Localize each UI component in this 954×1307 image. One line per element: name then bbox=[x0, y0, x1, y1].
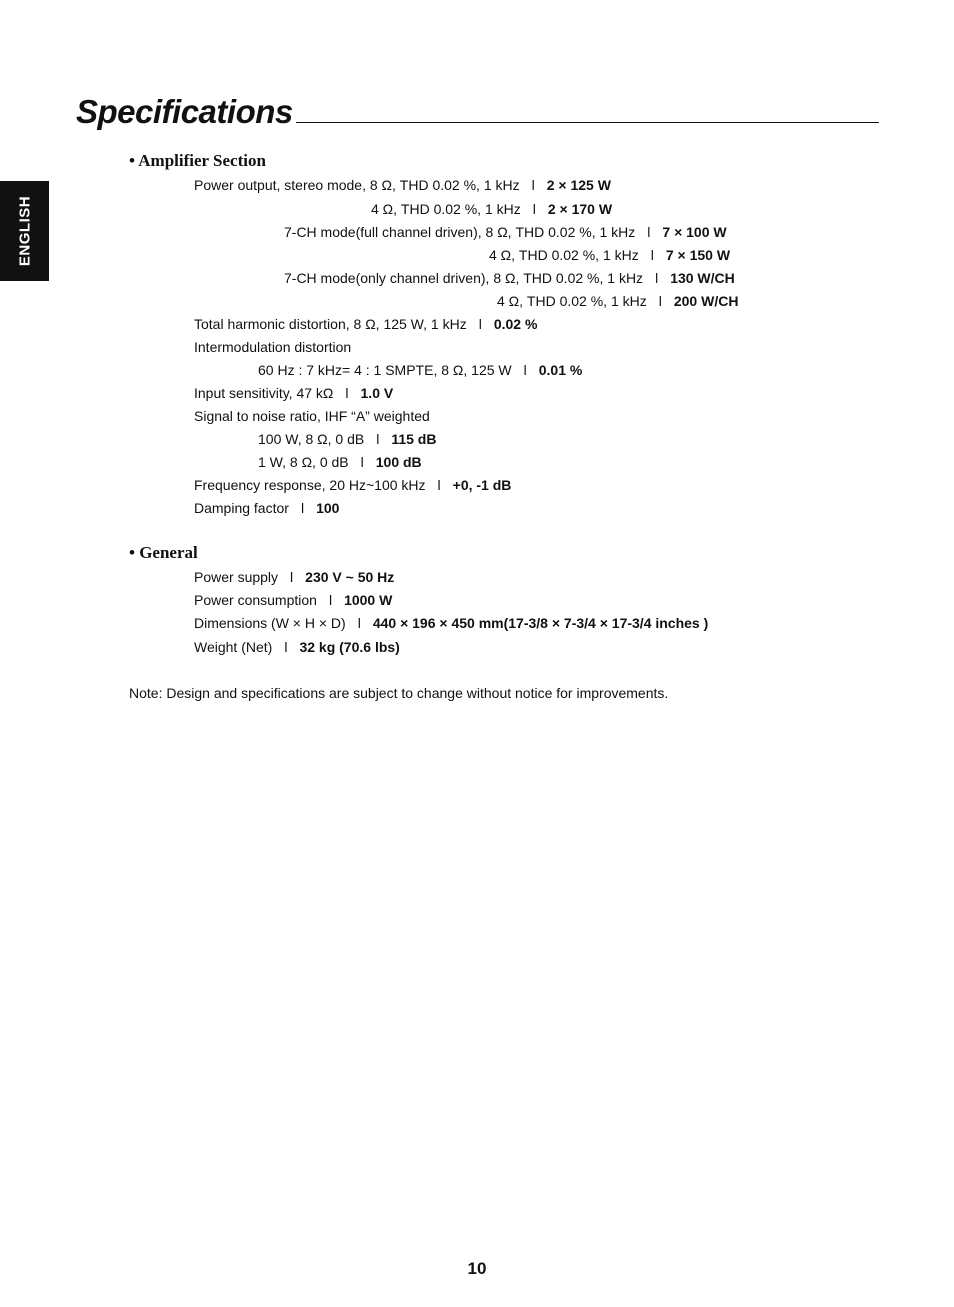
spec-separator: l bbox=[658, 293, 662, 309]
spec-label: Input sensitivity, 47 kΩ bbox=[194, 385, 334, 401]
spec-row bbox=[194, 176, 611, 194]
spec-separator: l bbox=[357, 615, 361, 631]
spec-label: 100 W, 8 Ω, 0 dB bbox=[258, 431, 365, 447]
spec-separator: l bbox=[647, 224, 651, 240]
spec-label: Intermodulation distortion bbox=[194, 339, 352, 355]
spec-separator: l bbox=[531, 177, 535, 193]
spec-separator: l bbox=[360, 454, 364, 470]
spec-value: 2 × 125 W bbox=[546, 177, 611, 193]
spec-value: 0.02 % bbox=[493, 316, 538, 332]
spec-label: 4 Ω, THD 0.02 %, 1 kHz bbox=[497, 293, 647, 309]
spec-row bbox=[284, 269, 735, 287]
title-rule bbox=[296, 122, 879, 123]
spec-separator: l bbox=[376, 431, 380, 447]
spec-label: Signal to noise ratio, IHF “A” weighted bbox=[194, 408, 430, 424]
spec-value: 1.0 V bbox=[360, 385, 394, 401]
general-section-heading: • General bbox=[129, 543, 198, 562]
spec-value: 115 dB bbox=[391, 431, 437, 447]
page-number: 10 bbox=[467, 1259, 487, 1278]
footnote: Note: Design and specifications are subject to change without notice for improvements. bbox=[129, 685, 669, 701]
language-tab-label: ENGLISH bbox=[16, 195, 33, 267]
spec-label: Total harmonic distortion, 8 Ω, 125 W, 1 kHz bbox=[194, 316, 467, 332]
spec-label: 1 W, 8 Ω, 0 dB bbox=[258, 454, 349, 470]
spec-row bbox=[194, 568, 394, 586]
page-title: Specifications bbox=[76, 93, 293, 130]
spec-label: 60 Hz : 7 kHz= 4 : 1 SMPTE, 8 Ω, 125 W bbox=[258, 362, 512, 378]
spec-separator: l bbox=[345, 385, 349, 401]
spec-row bbox=[194, 407, 430, 425]
spec-label: Damping factor bbox=[194, 500, 289, 516]
spec-value: 1000 W bbox=[344, 592, 393, 608]
spec-value: 2 × 170 W bbox=[547, 201, 613, 217]
spec-row bbox=[497, 292, 738, 310]
spec-separator: l bbox=[523, 362, 527, 378]
spec-row bbox=[194, 476, 511, 494]
spec-separator: l bbox=[284, 639, 288, 655]
spec-row bbox=[284, 223, 727, 241]
spec-row bbox=[194, 384, 393, 402]
spec-value: 7 × 100 W bbox=[662, 224, 727, 240]
spec-label: Power consumption bbox=[194, 592, 317, 608]
spec-row bbox=[194, 338, 351, 356]
spec-value: 130 W/CH bbox=[670, 270, 735, 286]
spec-label: 7-CH mode(only channel driven), 8 Ω, THD 0.02 %, 1 kHz bbox=[284, 270, 644, 286]
spec-separator: l bbox=[300, 500, 305, 516]
spec-row bbox=[258, 453, 422, 471]
spec-row bbox=[258, 430, 436, 448]
spec-value: +0, -1 dB bbox=[452, 477, 512, 493]
spec-row bbox=[194, 591, 392, 609]
spec-separator: l bbox=[655, 270, 659, 286]
spec-value: 100 bbox=[316, 500, 340, 516]
spec-separator: l bbox=[532, 201, 536, 217]
spec-separator: l bbox=[290, 569, 294, 585]
spec-value: 0.01 % bbox=[538, 362, 583, 378]
spec-row bbox=[489, 246, 730, 264]
spec-value: 200 W/CH bbox=[673, 293, 739, 309]
spec-value: 32 kg (70.6 lbs) bbox=[299, 639, 400, 655]
language-tab bbox=[0, 181, 49, 281]
spec-label: 4 Ω, THD 0.02 %, 1 kHz bbox=[371, 201, 521, 217]
spec-separator: l bbox=[650, 247, 654, 263]
spec-label: 4 Ω, THD 0.02 %, 1 kHz bbox=[489, 247, 639, 263]
spec-label: 7-CH mode(full channel driven), 8 Ω, THD 0.02 %, 1 kHz bbox=[284, 224, 636, 240]
spec-value: 440 × 196 × 450 mm(17-3/8 × 7-3/4 × 17-3/4 inches ) bbox=[372, 615, 709, 631]
spec-value: 100 dB bbox=[375, 454, 422, 470]
spec-separator: l bbox=[328, 592, 333, 608]
spec-label: Weight (Net) bbox=[194, 639, 273, 655]
spec-row bbox=[371, 200, 612, 218]
spec-row bbox=[194, 315, 537, 333]
spec-label: Power output, stereo mode, 8 Ω, THD 0.02 %, 1 kHz bbox=[194, 177, 520, 193]
spec-value: 230 V ~ 50 Hz bbox=[305, 569, 395, 585]
spec-label: Power supply bbox=[194, 569, 279, 585]
spec-row bbox=[258, 361, 582, 379]
spec-value: 7 × 150 W bbox=[665, 247, 731, 263]
spec-row bbox=[194, 614, 708, 632]
spec-label: Frequency response, 20 Hz~100 kHz bbox=[194, 477, 426, 493]
spec-label: Dimensions (W × H × D) bbox=[194, 615, 346, 631]
spec-separator: l bbox=[437, 477, 441, 493]
spec-row bbox=[194, 638, 400, 656]
amplifier-section-heading: • Amplifier Section bbox=[129, 151, 266, 170]
spec-separator: l bbox=[478, 316, 482, 332]
spec-row bbox=[194, 499, 339, 517]
